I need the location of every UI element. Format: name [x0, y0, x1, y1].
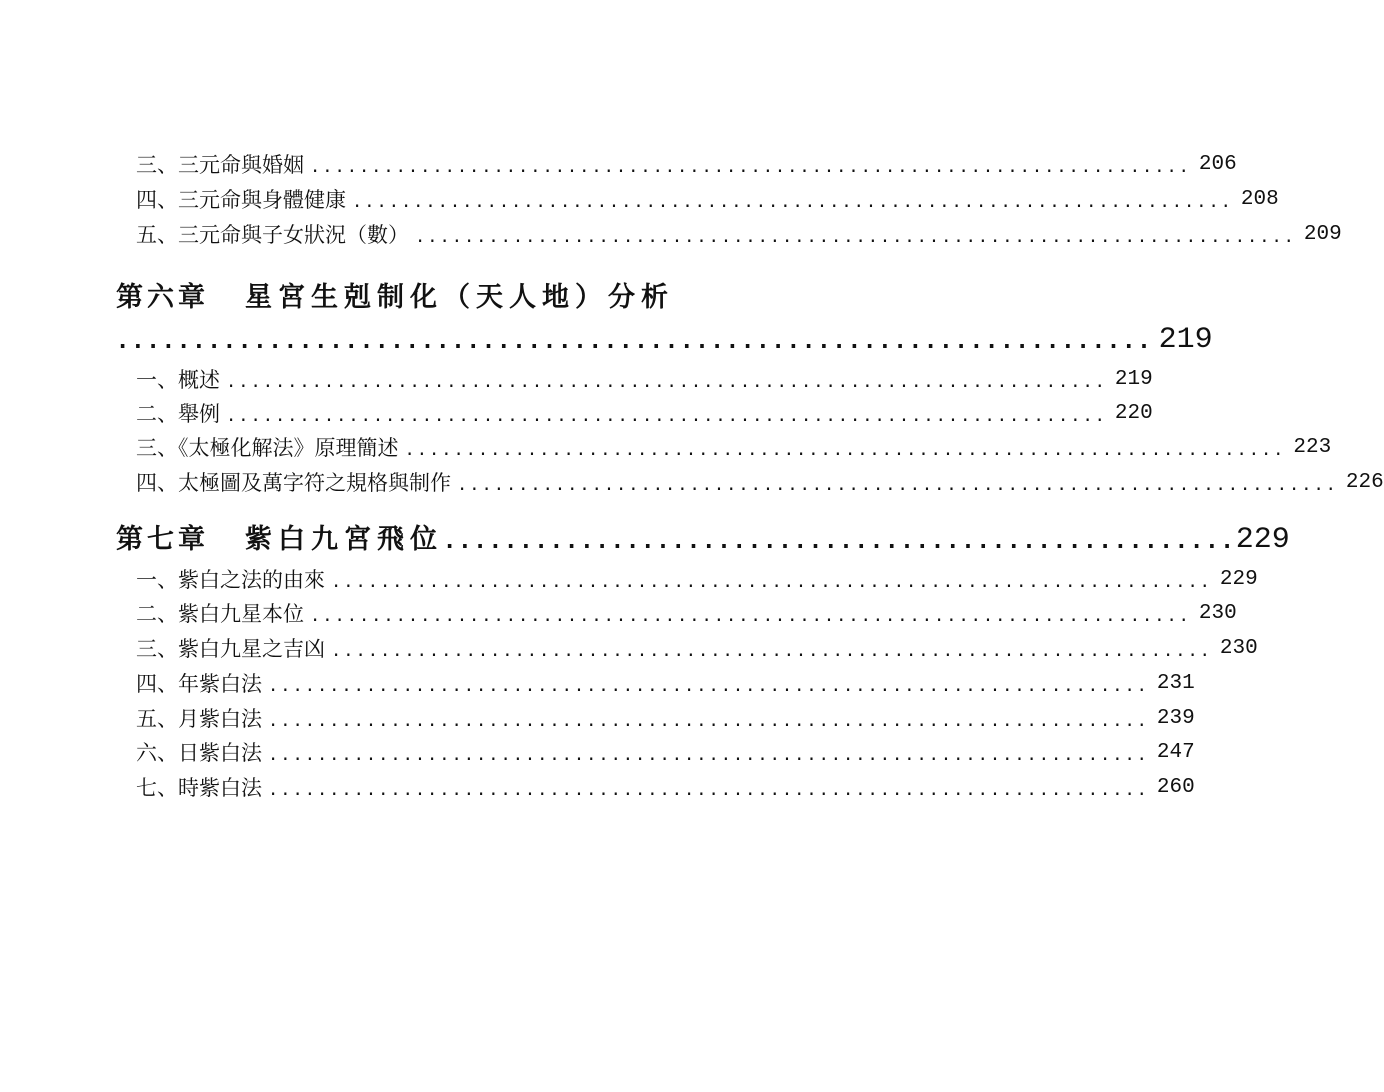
chapter-title: 紫白九宮飛位: [245, 524, 443, 555]
toc-entry: [136, 218, 1342, 252]
dot-leader: ........................................................................: [457, 475, 1338, 495]
toc-entry-label: 三、紫白九星之吉凶: [136, 637, 325, 661]
toc-entry-label: 三、三元命與婚姻: [136, 153, 304, 177]
toc-entry-label: 二、舉例: [136, 402, 220, 426]
toc-entry-page: 229: [1219, 568, 1258, 591]
dot-leader: ........................................................................: [331, 641, 1212, 661]
toc-entry-label: 二、紫白九星本位: [136, 602, 304, 626]
chapter-page: 229: [1235, 523, 1290, 557]
dot-leader: ........................................................................: [226, 372, 1107, 392]
toc-entry-page: 223: [1293, 436, 1332, 459]
toc-entry-page: 220: [1114, 402, 1153, 425]
toc-entry-page: 260: [1156, 776, 1195, 799]
toc-entry-page: 206: [1198, 153, 1237, 176]
toc-entry: [136, 148, 1237, 182]
toc-entry-label: 七、時紫白法: [136, 776, 262, 800]
dot-leader: ........................................................................: [268, 676, 1149, 696]
toc-entry-page: 230: [1198, 602, 1237, 625]
chapter-heading-6: [116, 276, 674, 320]
dot-leader: ........................................................................: [268, 711, 1149, 731]
toc-entry-page: 231: [1156, 672, 1195, 695]
toc-entry-label: 四、年紫白法: [136, 672, 262, 696]
dot-leader: ........................................................................: [226, 406, 1107, 426]
toc-entry: [136, 563, 1258, 597]
toc-entry: [136, 667, 1195, 701]
dot-leader: ........................................................................: [310, 157, 1191, 177]
toc-entry: [136, 771, 1195, 805]
chapter-number: 第七章: [116, 524, 209, 555]
chapter-title: 星宮生剋制化（天人地）分析: [245, 282, 674, 313]
toc-entry-page: 219: [1114, 368, 1153, 391]
toc-entry-page: 239: [1156, 707, 1195, 730]
toc-entry: [136, 702, 1195, 736]
dot-leader: ........................................................................: [310, 606, 1191, 626]
dot-leader: ........................................................................: [268, 745, 1149, 765]
toc-entry-page: 247: [1156, 741, 1195, 764]
toc-entry-page: 209: [1303, 223, 1342, 246]
toc-entry-page: 230: [1219, 637, 1258, 660]
toc-entry: [136, 597, 1237, 631]
chapter-page: 219: [1158, 323, 1213, 357]
chapter-heading-6-leader: [116, 318, 1213, 362]
dot-leader: ........................................................................: [331, 572, 1212, 592]
toc-entry: [136, 466, 1384, 500]
toc-entry-label: 四、三元命與身體健康: [136, 188, 346, 212]
toc-entry-label: 一、紫白之法的由來: [136, 568, 325, 592]
toc-entry-page: 226: [1345, 471, 1384, 494]
dot-leader: ....................................................: [443, 529, 1236, 554]
dot-leader: ........................................................................: [415, 227, 1296, 247]
toc-entry-label: 六、日紫白法: [136, 741, 262, 765]
toc-entry: [136, 183, 1279, 217]
dot-leader: ........................................................................: [352, 192, 1233, 212]
toc-entry: [136, 363, 1153, 397]
dot-leader: ....................................................................: [116, 329, 1153, 354]
toc-entry: [136, 431, 1332, 465]
toc-entry-label: 一、概述: [136, 368, 220, 392]
toc-entry-label: 五、月紫白法: [136, 707, 262, 731]
toc-entry: [136, 397, 1153, 431]
toc-entry-label: 五、三元命與子女狀況（數）: [136, 223, 409, 247]
dot-leader: ........................................................................: [404, 440, 1286, 460]
toc-entry-label: 三、《太極化解法》原理簡述: [136, 436, 399, 460]
toc-entry: [136, 632, 1258, 666]
toc-entry-page: 208: [1240, 188, 1279, 211]
dot-leader: ........................................................................: [268, 780, 1149, 800]
chapter-number: 第六章: [116, 282, 209, 313]
toc-entry: [136, 736, 1195, 770]
toc-entry-label: 四、太極圖及萬字符之規格與制作: [136, 471, 451, 495]
chapter-heading-7: [116, 518, 1290, 562]
